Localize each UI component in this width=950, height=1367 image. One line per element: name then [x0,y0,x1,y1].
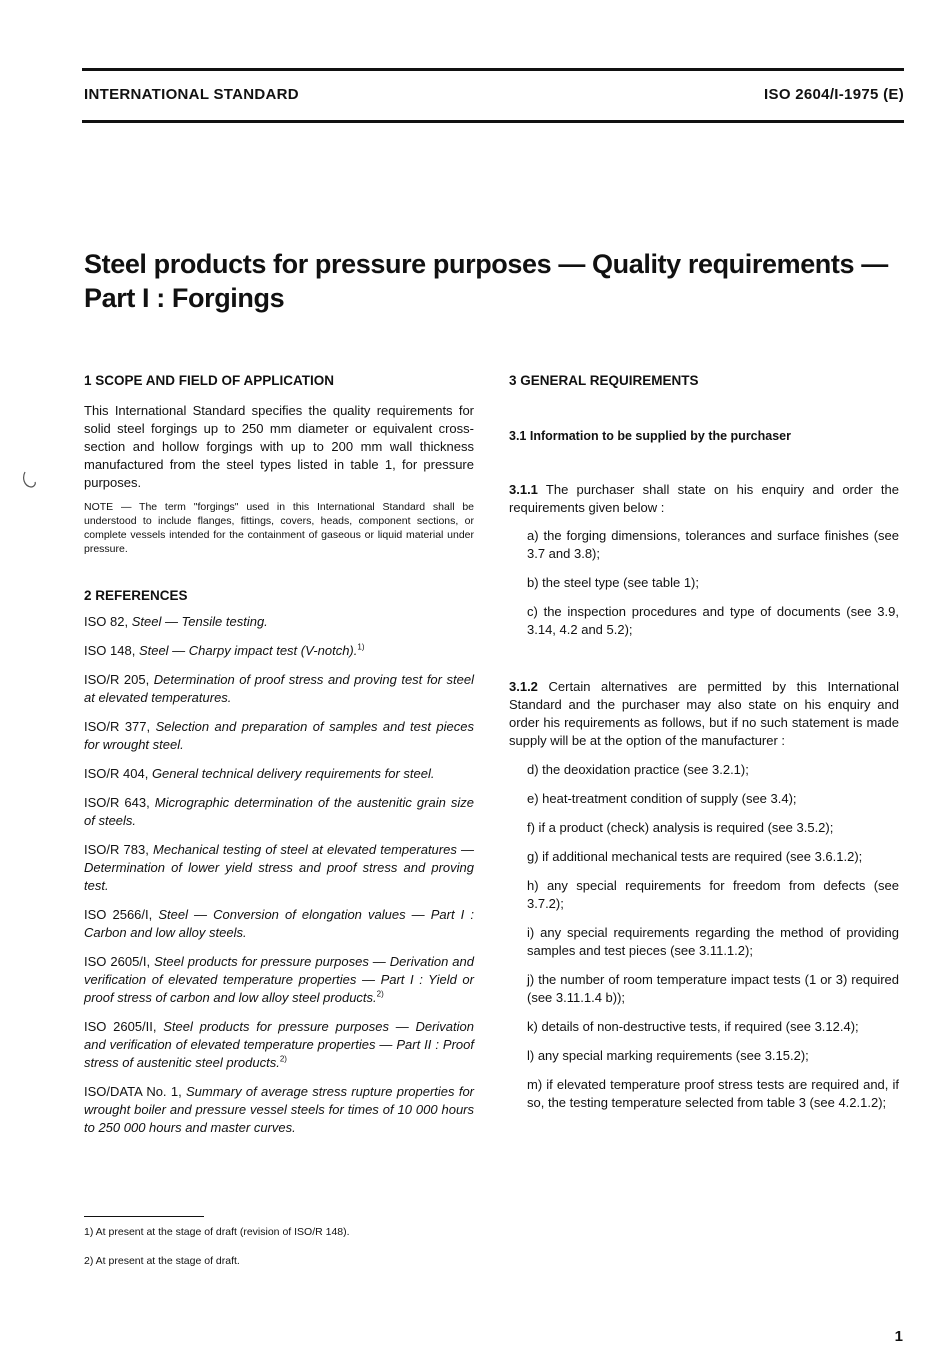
header-bottom-rule [82,120,904,123]
section-3-1-heading: 3.1 Information to be supplied by the purchaser [509,429,791,443]
list-item: d) the deoxidation practice (see 3.2.1); [527,762,749,777]
requirements-list [509,527,899,639]
reference-item [84,642,474,660]
page-number: 1 [894,1328,903,1345]
footnote-marker: 1) [357,642,365,652]
paragraph-3-1-1-number: 3.1.1 [509,482,538,497]
title-line-2: Part I : Forgings [84,283,285,313]
reference-code: ISO/R 643, [84,795,150,810]
list-item: e) heat-treatment condition of supply (see 3.4); [527,791,797,806]
reference-item [84,1083,474,1137]
reference-item [84,906,474,942]
reference-title: Selection and preparation of samples and test pieces for wrought steel. [84,719,474,752]
reference-code: ISO/R 377, [84,719,151,734]
reference-code: ISO 148, [84,643,136,658]
paragraph-3-1-2 [509,678,899,750]
footnote-marker: 2) [279,1054,287,1064]
reference-code: ISO/R 205, [84,672,150,687]
reference-code: ISO 2605/I, [84,954,151,969]
references-list [84,613,474,1137]
reference-item [84,841,474,895]
reference-code: ISO 82, [84,614,129,629]
reference-title: Steel products for pressure purposes — Derivation and verification of elevated temperature properties — Part II : Proof stress of austenitic steel products. [84,1019,474,1070]
reference-code: ISO/DATA No. 1, [84,1084,182,1099]
reference-item [84,1018,474,1072]
paragraph-3-1-2-text: Certain alternatives are permitted by this International Standard and the purchaser may also state on his enquiry and order his requirements as follows, but if no such statement is made supply will be at the option of the manufacturer : [509,679,899,748]
footnote-marker: 2) [376,989,384,999]
document-number: ISO 2604/I-1975 (E) [764,86,904,103]
reference-title: Steel — Charpy impact test (V-notch). [138,643,358,658]
reference-code: ISO 2566/I, [84,907,153,922]
list-item: b) the steel type (see table 1); [527,575,699,590]
reference-title: Summary of average stress rupture properties for wrought boiler and pressure vessel steels for times of 10 000 hours to 250 000 hours and master curves. [84,1084,474,1135]
reference-title: Mechanical testing of steel at elevated temperatures — Determination of lower yield stress and proof stress and proving test. [84,842,474,893]
list-item: h) any special requirements for freedom from defects (see 3.7.2); [527,878,899,911]
paragraph-3-1-2-number: 3.1.2 [509,679,538,694]
reference-item [84,765,474,783]
section-2-heading: 2 REFERENCES [84,588,188,603]
scope-paragraph: This International Standard specifies the quality requirements for solid steel forgings up to 250 mm diameter or equivalent cross-section and hollow forgings with up to 200 mm wall thickness manufactured from the steel types listed in table 1, for pressure purposes. [84,403,474,490]
list-item: l) any special marking requirements (see 3.15.2); [527,1048,809,1063]
reference-title: Steel — Conversion of elongation values — Part I : Carbon and low alloy steels. [84,907,474,940]
reference-item [84,671,474,707]
page-title [84,247,924,315]
section-1-heading: 1 SCOPE AND FIELD OF APPLICATION [84,373,335,388]
reference-title: Determination of proof stress and proving test for steel at elevated temperatures. [84,672,474,705]
reference-item [84,718,474,754]
paragraph-3-1-1-text: The purchaser shall state on his enquiry and order the requirements given below : [509,482,899,515]
reference-item [84,953,474,1007]
footnote-2: 2) At present at the stage of draft. [84,1255,240,1267]
left-column [84,372,474,1137]
title-line-1: Steel products for pressure purposes — Quality requirements — [84,249,888,279]
margin-scan-mark [22,470,38,490]
list-item: g) if additional mechanical tests are required (see 3.6.1.2); [527,849,863,864]
right-column [509,372,899,1112]
list-item: j) the number of room temperature impact tests (1 or 3) required (see 3.11.1.4 b)); [527,972,899,1005]
list-item: c) the inspection procedures and type of documents (see 3.9, 3.14, 4.2 and 5.2); [527,604,899,637]
list-item: i) any special requirements regarding the method of providing samples and test pieces (see 3.11.1.2); [527,925,899,958]
reference-title: Steel — Tensile testing. [131,614,268,629]
list-item: m) if elevated temperature proof stress tests are required and, if so, the testing temperature selected from table 3 (see 4.2.1.2); [527,1077,899,1110]
reference-title: General technical delivery requirements for steel. [151,766,435,781]
document-type: INTERNATIONAL STANDARD [84,86,299,103]
reference-title: Steel products for pressure purposes — Derivation and verification of elevated temperature properties — Part I : Yield or proof stress of carbon and low alloy steel products. [84,954,474,1005]
reference-title: Micrographic determination of the austenitic grain size of steels. [84,795,474,828]
reference-item [84,613,474,631]
footnote-rule [84,1216,204,1217]
section-3-heading: 3 GENERAL REQUIREMENTS [509,373,699,388]
list-item: k) details of non-destructive tests, if required (see 3.12.4); [527,1019,859,1034]
scope-note: NOTE — The term "forgings" used in this International Standard shall be understood to include flanges, fittings, covers, heads, component sections, or complete vessels intended for the containment of gaseous or liquid material under pressure. [84,501,474,555]
reference-code: ISO/R 404, [84,766,149,781]
paragraph-3-1-1 [509,481,899,517]
alternatives-list [509,761,899,1112]
reference-code: ISO/R 783, [84,842,149,857]
reference-code: ISO 2605/II, [84,1019,157,1034]
reference-item [84,794,474,830]
list-item: a) the forging dimensions, tolerances and surface finishes (see 3.7 and 3.8); [527,528,899,561]
footnote-1: 1) At present at the stage of draft (revision of ISO/R 148). [84,1226,350,1238]
header-top-rule [82,68,904,71]
list-item: f) if a product (check) analysis is required (see 3.5.2); [527,820,834,835]
